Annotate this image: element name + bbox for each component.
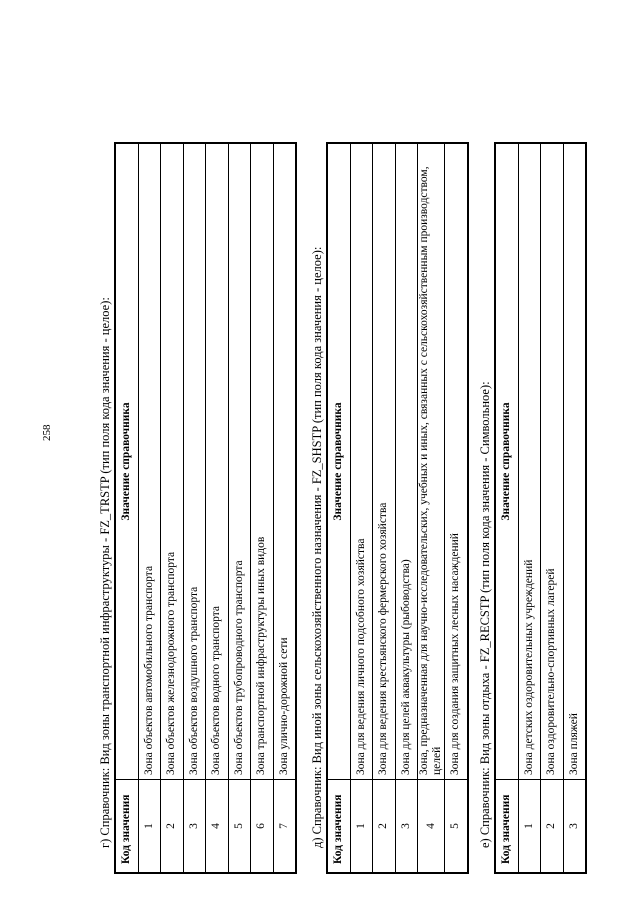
value-cell: Зона пляжей <box>563 143 586 780</box>
code-column-header: Код значения <box>495 780 518 874</box>
table-row <box>251 143 274 873</box>
section-caption: д) Справочник: Вид иной зоны сельскохозяйственного назначения - FZ_SHSTP (тип поля кода значения - целое): <box>310 246 324 848</box>
table-row <box>373 143 396 873</box>
table-row <box>445 143 468 873</box>
value-cell: Зона для целей аквакультуры (рыбоводства) <box>395 143 418 780</box>
table-row <box>518 143 541 873</box>
section-agricultural <box>308 28 469 876</box>
value-cell: Зона объектов воздушного транспорта <box>183 143 206 780</box>
code-cell: 6 <box>251 780 274 874</box>
code-cell: 3 <box>183 780 206 874</box>
code-cell: 7 <box>273 780 296 874</box>
code-cell: 2 <box>373 780 396 874</box>
table-row <box>541 143 564 873</box>
page-number: 258 <box>41 424 53 441</box>
value-cell: Зона объектов трубопроводного транспорта <box>228 143 251 780</box>
code-cell: 3 <box>395 780 418 874</box>
value-cell: Зона улично-дорожной сети <box>273 143 296 780</box>
table-row <box>273 143 296 873</box>
code-cell: 4 <box>206 780 229 874</box>
value-column-header: Значение справочника <box>115 143 138 780</box>
code-cell: 5 <box>228 780 251 874</box>
code-column-header: Код значения <box>327 780 350 874</box>
value-cell: Зона объектов водного транспорта <box>206 143 229 780</box>
code-cell: 1 <box>350 780 373 874</box>
code-cell: 1 <box>518 780 541 874</box>
table-row <box>350 143 373 873</box>
table-row <box>228 143 251 873</box>
value-cell: Зона для создания защитных лесных насаждений <box>445 143 468 780</box>
reference-table <box>494 142 587 874</box>
table-row <box>138 143 161 873</box>
value-column-header: Значение справочника <box>327 143 350 780</box>
value-cell: Зона объектов автомобильного транспорта <box>138 143 161 780</box>
value-cell: Зона транспортной инфраструктуры иных видов <box>251 143 274 780</box>
reference-table <box>326 142 469 874</box>
rotated-page <box>96 28 640 876</box>
value-cell: Зона, предназначенная для научно-исследовательских, учебных и иных, связанных с сельскохозяйственным производством, целей <box>418 143 445 780</box>
code-cell: 3 <box>563 780 586 874</box>
table-row <box>206 143 229 873</box>
code-cell: 5 <box>445 780 468 874</box>
reference-table <box>114 142 297 874</box>
table-row <box>183 143 206 873</box>
value-cell: Зона для ведения крестьянского фермерского хозяйства <box>373 143 396 780</box>
table-row <box>563 143 586 873</box>
section-caption: г) Справочник: Вид зоны транспортной инфраструктуры - FZ_TRSTP (тип поля кода значения - целое): <box>98 297 112 848</box>
value-cell: Зона объектов железнодорожного транспорта <box>161 143 184 780</box>
code-cell: 1 <box>138 780 161 874</box>
code-cell: 2 <box>541 780 564 874</box>
value-column-header: Значение справочника <box>495 143 518 780</box>
section-caption: е) Справочник: Вид зоны отдыха - FZ_RECSTP (тип поля кода значения - Символьное): <box>478 381 492 848</box>
code-column-header: Код значения <box>115 780 138 874</box>
section-transport <box>96 28 297 876</box>
table-row <box>418 143 445 873</box>
code-cell: 4 <box>418 780 445 874</box>
section-recreation <box>476 28 587 876</box>
table-row <box>395 143 418 873</box>
code-cell: 2 <box>161 780 184 874</box>
table-row <box>161 143 184 873</box>
value-cell: Зона для ведения личного подсобного хозяйства <box>350 143 373 780</box>
value-cell: Зона детских оздоровительных учреждений <box>518 143 541 780</box>
value-cell: Зона оздоровительно-спортивных лагерей <box>541 143 564 780</box>
